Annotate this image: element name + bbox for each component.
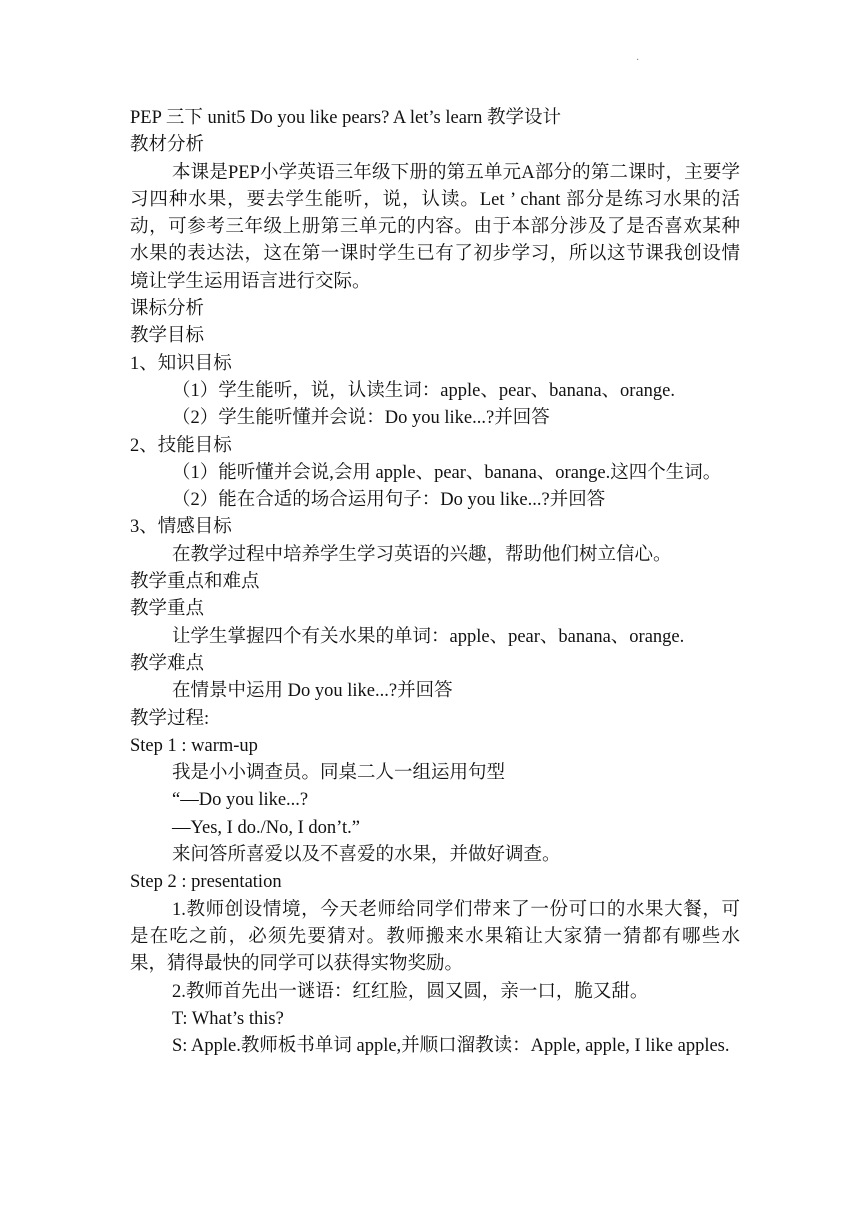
step1-line-1: 我是小小调查员。同桌二人一组运用句型 [172, 763, 506, 784]
teaching-process-heading: 教学过程: [130, 708, 210, 729]
step1-line-4: 来问答所喜爱以及不喜爱的水果，并做好调查。 [172, 845, 561, 866]
teaching-difficulty-body: 在情景中运用 Do you like...?并回答 [172, 681, 453, 702]
emotion-objective-body: 在教学过程中培养学生学习英语的兴趣，帮助他们树立信心。 [172, 544, 672, 565]
teaching-focus-heading: 教学重点 [130, 599, 205, 620]
step2-teacher-question: T: What’s this? [172, 1008, 284, 1029]
step1-line-2: “—Do you like...? [172, 790, 309, 811]
textbook-analysis-heading: 教材分析 [130, 135, 205, 156]
step2-paragraph-3: S: Apple.教师板书单词 apple,并顺口溜教读：Apple, apple, I like apples. [172, 1036, 730, 1057]
step2-heading: Step 2 : presentation [130, 872, 282, 893]
step1-heading: Step 1 : warm-up [130, 735, 258, 756]
skills-objective-item-1: （1）能听懂并会说,会用 apple、pear、banana、orange.这四个生词。 [172, 462, 722, 483]
document-title: PEP 三下 unit5 Do you like pears? A let’s learn 教学设计 [130, 108, 561, 128]
step1-line-3: —Yes, I do./No, I don’t.” [172, 817, 360, 838]
skills-objective-item-2: （2）能在合适的场合运用句子：Do you like...?并回答 [172, 490, 606, 511]
knowledge-objective-item-2: （2）学生能听懂并会说：Do you like...?并回答 [172, 408, 550, 429]
curriculum-analysis-heading: 课标分析 [130, 299, 205, 320]
teaching-focus-body: 让学生掌握四个有关水果的单词：apple、pear、banana、orange. [172, 626, 685, 647]
textbook-analysis-body: 本课是PEP小学英语三年级下册的第五单元A部分的第二课时，主要学习四种水果，要去学生能听，说，认读。Let ’ chant 部分是练习水果的活动，可参考三年级上册第三单元的内容。由于本部分涉及了是否喜欢某种水果的表达法，这在第一课时学生已有了初步学习，所以这节课我创设情境让学生运用语言进行交际。 [130, 162, 740, 292]
document-body [130, 105, 740, 1060]
knowledge-objective-item-1: （1）学生能听，说，认读生词：apple、pear、banana、orange. [172, 380, 675, 401]
skills-objective-heading: 2、技能目标 [130, 435, 232, 456]
teaching-difficulty-heading: 教学难点 [130, 653, 205, 674]
objectives-heading: 教学目标 [130, 326, 205, 347]
emotion-objective-heading: 3、情感目标 [130, 517, 232, 538]
step2-paragraph-1: 1.教师创设情境，今天老师给同学们带来了一份可口的水果大餐，可是在吃之前，必须先要猜对。教师搬来水果箱让大家猜一猜都有哪些水果，猜得最快的同学可以获得实物奖励。 [130, 899, 740, 975]
step2-paragraph-2: 2.教师首先出一谜语：红红脸，圆又圆，亲一口，脆又甜。 [172, 981, 649, 1002]
knowledge-objective-heading: 1、知识目标 [130, 353, 232, 374]
page-corner-mark: · [636, 55, 640, 66]
key-points-heading: 教学重点和难点 [130, 572, 260, 593]
